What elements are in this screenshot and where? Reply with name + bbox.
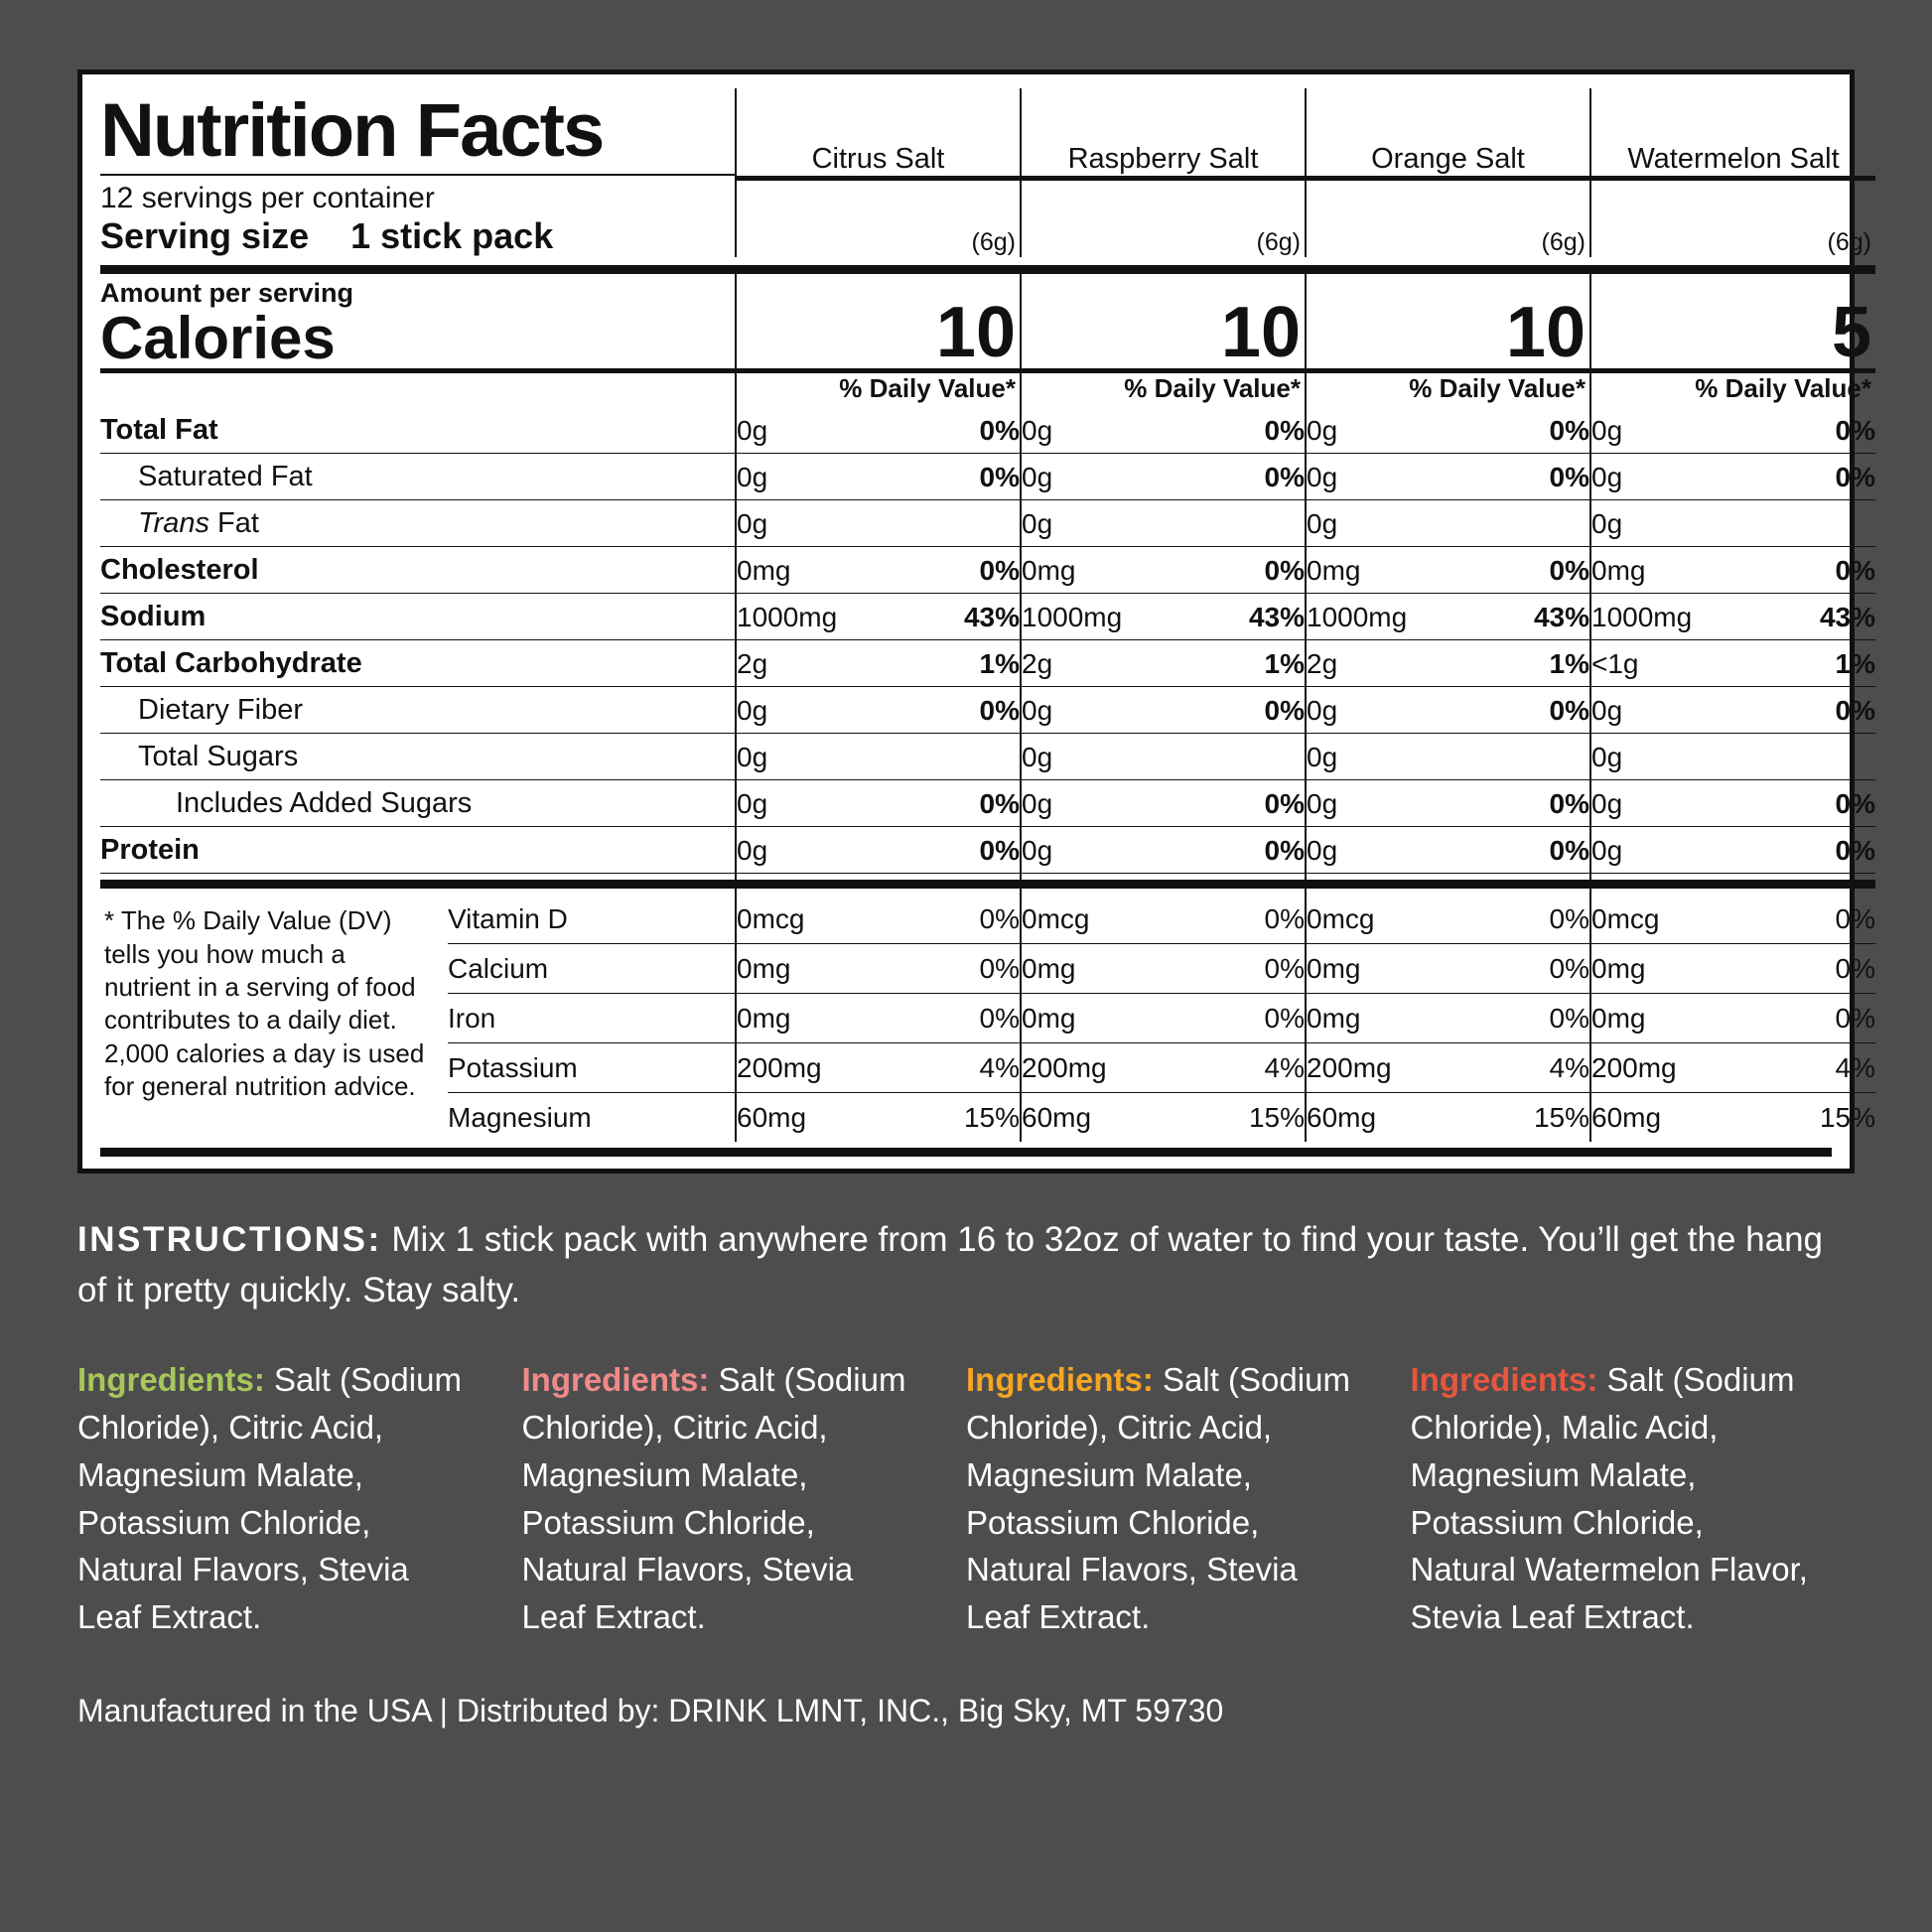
- nutrient-value-raspberry: [1022, 501, 1305, 546]
- vitamin-row: [448, 1043, 735, 1093]
- vitamin-amount: 60mg: [1022, 1102, 1092, 1134]
- vitamin-percent: 0%: [1835, 903, 1875, 935]
- nutrient-percent: 0%: [1264, 835, 1305, 867]
- nutrient-amount: 0g: [1307, 835, 1338, 867]
- nutrient-percent: 43%: [1819, 602, 1875, 633]
- nutrient-row: [100, 780, 1875, 827]
- calories-row: [100, 274, 1875, 371]
- nutrient-percent: 0%: [1549, 415, 1589, 447]
- nutrient-value-citrus: [737, 688, 1020, 733]
- vitamin-label: Iron: [448, 1003, 496, 1035]
- nutrient-percent: 0%: [1264, 695, 1305, 727]
- vitamin-amount: 60mg: [737, 1102, 807, 1134]
- nutrient-value-watermelon: [1591, 455, 1875, 499]
- dv-header-orange: % Daily Value*: [1409, 373, 1586, 404]
- nutrient-value-citrus: [737, 408, 1020, 453]
- vitamin-value-row: [737, 944, 1020, 994]
- vitamin-value-watermelon: [1591, 1043, 1875, 1092]
- flavor-header-raspberry: Raspberry Salt: [1021, 88, 1306, 178]
- nutrient-amount: 0g: [1591, 695, 1623, 727]
- vitamin-amount: 0mg: [1591, 1003, 1646, 1035]
- nutrient-row: [100, 687, 1875, 734]
- ingredients-text-watermelon: Salt (Sodium Chloride), Malic Acid, Magnesium Malate, Potassium Chloride, Natural Watermelon Flavor, Stevia Leaf Extract.: [1410, 1360, 1808, 1636]
- nutrient-amount: 0g: [1591, 835, 1623, 867]
- nutrient-percent: 0%: [1549, 462, 1589, 493]
- vitamin-value-watermelon: [1591, 1093, 1875, 1142]
- calories-orange: 10: [1505, 293, 1586, 373]
- vitamin-amount: 200mg: [737, 1052, 822, 1084]
- nutrient-row: [100, 594, 1875, 640]
- vitamin-value-row: [1307, 1093, 1589, 1143]
- nutrient-amount: 0g: [1307, 788, 1338, 820]
- flavor-header-orange: Orange Salt: [1306, 88, 1590, 178]
- nutrient-amount: 2g: [737, 648, 768, 680]
- vitamin-row: [448, 994, 735, 1043]
- nutrient-value-orange: [1307, 688, 1589, 733]
- nutrient-row: [100, 454, 1875, 500]
- vitamin-percent: 4%: [1549, 1052, 1589, 1084]
- calories-watermelon: 5: [1831, 293, 1871, 373]
- nutrient-amount: 1000mg: [1591, 602, 1693, 633]
- vitamin-row: [448, 1093, 735, 1143]
- vitamin-amount: 200mg: [1022, 1052, 1107, 1084]
- vitamin-row: [448, 944, 735, 994]
- nutrient-amount: <1g: [1591, 648, 1639, 680]
- flavor-header-watermelon: Watermelon Salt: [1590, 88, 1875, 178]
- dv-header-raspberry: % Daily Value*: [1124, 373, 1301, 404]
- nutrient-label: Protein: [100, 834, 200, 867]
- nutrient-percent: 43%: [963, 602, 1020, 633]
- vitamin-value-row: [1591, 895, 1875, 944]
- vitamin-amount: 0mg: [1022, 953, 1076, 985]
- vitamin-value-row: [737, 1093, 1020, 1143]
- daily-value-header-row: [100, 371, 1875, 408]
- calories-label: Calories: [100, 305, 336, 372]
- vitamin-value-row: [1591, 994, 1875, 1043]
- nutrient-value-orange: [1307, 548, 1589, 593]
- nutrient-value-raspberry: [1022, 828, 1305, 873]
- nutrient-row: [100, 640, 1875, 687]
- nutrient-percent: 0%: [1835, 788, 1875, 820]
- nutrient-percent: 0%: [1835, 695, 1875, 727]
- nutrient-value-raspberry: [1022, 408, 1305, 453]
- vitamin-value-citrus: [737, 1093, 1020, 1142]
- vitamin-amount: 0mg: [1591, 953, 1646, 985]
- vitamin-amount: 60mg: [1591, 1102, 1662, 1134]
- nutrient-percent: 0%: [1835, 415, 1875, 447]
- nutrient-percent: 0%: [979, 462, 1020, 493]
- nutrient-amount: 0g: [1591, 462, 1623, 493]
- nutrient-row: [100, 827, 1875, 874]
- nutrient-label: Includes Added Sugars: [176, 787, 473, 820]
- nutrient-value-citrus: [737, 828, 1020, 873]
- vitamin-percent: 4%: [1264, 1052, 1305, 1084]
- instructions-label: INSTRUCTIONS:: [77, 1220, 382, 1260]
- vitamin-value-row: [737, 994, 1020, 1043]
- dv-header-citrus: % Daily Value*: [839, 373, 1016, 404]
- vitamin-amount: 0mg: [737, 953, 791, 985]
- vitamin-value-row: [1307, 994, 1589, 1043]
- nutrition-facts-table: [100, 88, 1875, 1142]
- vitamin-percent: 15%: [1248, 1102, 1305, 1134]
- nutrient-amount: 0mg: [1022, 555, 1076, 587]
- nutrient-value-watermelon: [1591, 781, 1875, 826]
- manufacturer-footer: Manufactured in the USA | Distributed by: DRINK LMNT, INC., Big Sky, MT 59730: [77, 1693, 1224, 1729]
- vitamin-amount: 0mg: [1022, 1003, 1076, 1035]
- vitamin-amount: 0mg: [737, 1003, 791, 1035]
- nutrient-value-raspberry: [1022, 595, 1305, 639]
- vitamin-percent: 0%: [979, 903, 1020, 935]
- nutrient-value-citrus: [737, 781, 1020, 826]
- vitamin-amount: 0mcg: [1591, 903, 1660, 935]
- instructions-block: [77, 1215, 1845, 1316]
- page-title: Nutrition Facts: [100, 88, 604, 173]
- vitamin-percent: 0%: [1835, 1003, 1875, 1035]
- nutrient-amount: 2g: [1022, 648, 1053, 680]
- nutrient-amount: 0g: [1307, 508, 1338, 540]
- vitamin-value-row: [1022, 895, 1305, 944]
- vitamin-percent: 15%: [1533, 1102, 1589, 1134]
- vitamin-value-row: [1022, 944, 1305, 994]
- nutrient-amount: 0g: [1591, 415, 1623, 447]
- vitamin-value-orange: [1307, 1043, 1589, 1092]
- nutrient-value-watermelon: [1591, 828, 1875, 873]
- nutrient-percent: 1%: [979, 648, 1020, 680]
- ingredients-watermelon: [1411, 1356, 1856, 1641]
- vitamin-value-citrus: [737, 895, 1020, 943]
- nutrient-percent: 0%: [1549, 788, 1589, 820]
- vitamin-value-watermelon: [1591, 895, 1875, 943]
- nutrient-amount: 0mg: [737, 555, 791, 587]
- nutrient-value-raspberry: [1022, 781, 1305, 826]
- vitamin-amount: 0mcg: [1022, 903, 1090, 935]
- nutrient-value-orange: [1307, 501, 1589, 546]
- ingredients-label-citrus: Ingredients:: [77, 1360, 265, 1398]
- vitamin-percent: 0%: [1264, 1003, 1305, 1035]
- flavor-header-citrus: Citrus Salt: [736, 88, 1021, 178]
- ingredients-raspberry: [522, 1356, 967, 1641]
- vitamin-amount: 0mg: [1307, 1003, 1361, 1035]
- nutrient-percent: 0%: [1549, 555, 1589, 587]
- vitamin-amount: 0mcg: [737, 903, 805, 935]
- nutrient-percent: 0%: [1549, 695, 1589, 727]
- nutrient-label: Saturated Fat: [138, 461, 313, 493]
- nutrient-row: [100, 547, 1875, 594]
- nutrient-label: Total Carbohydrate: [100, 647, 362, 680]
- vitamin-percent: 0%: [1264, 953, 1305, 985]
- vitamin-value-raspberry: [1022, 1093, 1305, 1142]
- vitamin-value-orange: [1307, 994, 1589, 1042]
- vitamin-value-orange: [1307, 895, 1589, 943]
- nutrient-amount: 0g: [1022, 695, 1053, 727]
- vitamin-value-raspberry: [1022, 994, 1305, 1042]
- vitamin-value-row: [1022, 994, 1305, 1043]
- thick-divider-2: [100, 874, 1875, 890]
- servings-per-container: 12 servings per container: [100, 182, 435, 215]
- nutrient-value-raspberry: [1022, 548, 1305, 593]
- vitamin-value-row: [1591, 1093, 1875, 1143]
- vitamin-value-row: [1307, 944, 1589, 994]
- vitamin-percent: 0%: [979, 1003, 1020, 1035]
- vitamin-percent: 0%: [979, 953, 1020, 985]
- nutrient-amount: 0g: [737, 415, 768, 447]
- nutrient-amount: 0g: [1307, 742, 1338, 773]
- nutrient-value-watermelon: [1591, 595, 1875, 639]
- vitamin-value-row: [1307, 1043, 1589, 1093]
- nutrient-label: Sodium: [100, 601, 207, 633]
- nutrient-label: Dietary Fiber: [138, 694, 303, 727]
- nutrient-amount: 0g: [1307, 462, 1338, 493]
- nutrient-amount: 0g: [737, 462, 768, 493]
- vitamin-value-row: [1022, 1093, 1305, 1143]
- vitamin-value-row: [737, 895, 1020, 944]
- nutrient-amount: 0g: [1591, 788, 1623, 820]
- nutrient-value-watermelon: [1591, 408, 1875, 453]
- nutrient-value-watermelon: [1591, 641, 1875, 686]
- vitamin-value-citrus: [737, 1043, 1020, 1092]
- ingredients-citrus: [77, 1356, 522, 1641]
- nutrient-value-watermelon: [1591, 688, 1875, 733]
- vitamin-value-row: [1591, 1043, 1875, 1093]
- nutrient-amount: 0g: [1022, 788, 1053, 820]
- ingredients-text-raspberry: Salt (Sodium Chloride), Citric Acid, Magnesium Malate, Potassium Chloride, Natural Flavors, Stevia Leaf Extract.: [521, 1360, 906, 1636]
- nutrient-value-citrus: [737, 501, 1020, 546]
- vitamin-percent: 0%: [1549, 1003, 1589, 1035]
- vitamin-label: Calcium: [448, 953, 549, 985]
- vitamin-value-raspberry: [1022, 944, 1305, 993]
- serving-size-row: [100, 215, 735, 257]
- nutrient-amount: 1000mg: [737, 602, 838, 633]
- nutrient-amount: 0g: [737, 788, 768, 820]
- nutrient-percent: 43%: [1248, 602, 1305, 633]
- nutrient-value-orange: [1307, 781, 1589, 826]
- vitamin-percent: 4%: [979, 1052, 1020, 1084]
- nutrient-percent: 43%: [1533, 602, 1589, 633]
- nutrient-value-citrus: [737, 548, 1020, 593]
- nutrient-amount: 0g: [737, 742, 768, 773]
- nutrient-percent: 0%: [1835, 555, 1875, 587]
- calories-raspberry: 10: [1220, 293, 1301, 373]
- vitamin-label: Magnesium: [448, 1102, 592, 1134]
- nutrient-value-watermelon: [1591, 735, 1875, 779]
- ingredients-row: [77, 1356, 1855, 1641]
- nutrient-value-watermelon: [1591, 548, 1875, 593]
- nutrient-value-orange: [1307, 828, 1589, 873]
- vitamin-value-orange: [1307, 944, 1589, 993]
- amount-per-serving-label: Amount per serving: [100, 278, 354, 309]
- grams-raspberry: (6g): [1256, 228, 1301, 257]
- dv-header-watermelon: % Daily Value*: [1695, 373, 1871, 404]
- vitamin-amount: 60mg: [1307, 1102, 1377, 1134]
- serving-size-label: Serving size: [100, 215, 310, 257]
- nutrient-amount: 0mg: [1591, 555, 1646, 587]
- instructions-text: Mix 1 stick pack with anywhere from 16 to 32oz of water to find your taste. You’ll get the hang of it pretty quickly. Stay salty.: [77, 1220, 1824, 1311]
- vitamin-value-orange: [1307, 1093, 1589, 1142]
- vitamin-percent: 0%: [1835, 953, 1875, 985]
- ingredients-label-raspberry: Ingredients:: [521, 1360, 710, 1398]
- nutrient-value-citrus: [737, 455, 1020, 499]
- vitamin-value-row: [1022, 1043, 1305, 1093]
- vitamin-values-watermelon: [1591, 895, 1875, 1142]
- nutrient-label: Cholesterol: [100, 554, 259, 587]
- nutrient-amount: 0g: [1022, 835, 1053, 867]
- daily-value-footnote: * The % Daily Value (DV) tells you how much a nutrient in a serving of food contributes to a daily diet. 2,000 calories a day is used for general nutrition advice.: [104, 905, 425, 1101]
- nutrient-percent: 1%: [1264, 648, 1305, 680]
- nutrient-row: [100, 734, 1875, 780]
- vitamin-value-row: [1591, 944, 1875, 994]
- vitamin-value-row: [737, 1043, 1020, 1093]
- nutrient-value-orange: [1307, 455, 1589, 499]
- nutrient-percent: 0%: [979, 695, 1020, 727]
- nutrient-label: Total Fat: [100, 414, 218, 447]
- vitamin-values-raspberry: [1022, 895, 1305, 1142]
- vitamin-amount: 0mcg: [1307, 903, 1375, 935]
- ingredients-label-watermelon: Ingredients:: [1410, 1360, 1598, 1398]
- nutrient-value-citrus: [737, 735, 1020, 779]
- vitamin-value-row: [1307, 895, 1589, 944]
- vitamin-percent: 0%: [1264, 903, 1305, 935]
- ingredients-text-orange: Salt (Sodium Chloride), Citric Acid, Magnesium Malate, Potassium Chloride, Natural Flavors, Stevia Leaf Extract.: [966, 1360, 1350, 1636]
- vitamin-amount: 200mg: [1307, 1052, 1392, 1084]
- grams-citrus: (6g): [971, 228, 1016, 257]
- nutrient-percent: 0%: [1264, 555, 1305, 587]
- vitamin-values-citrus: [737, 895, 1020, 1142]
- nutrient-value-raspberry: [1022, 735, 1305, 779]
- nutrient-amount: 0g: [737, 508, 768, 540]
- nutrient-amount: 0g: [1022, 508, 1053, 540]
- vitamin-percent: 15%: [963, 1102, 1020, 1134]
- nutrient-amount: 0g: [737, 835, 768, 867]
- nutrient-percent: 0%: [979, 835, 1020, 867]
- nutrient-amount: 0g: [1307, 415, 1338, 447]
- nutrient-value-raspberry: [1022, 688, 1305, 733]
- vitamin-amount: 200mg: [1591, 1052, 1677, 1084]
- nutrient-amount: 0g: [1022, 415, 1053, 447]
- vitamin-value-watermelon: [1591, 944, 1875, 993]
- nutrient-percent: 0%: [1264, 788, 1305, 820]
- nutrient-percent: 0%: [1835, 835, 1875, 867]
- vitamin-label: Potassium: [448, 1052, 578, 1084]
- nutrient-amount: 2g: [1307, 648, 1338, 680]
- nutrient-percent: 0%: [1549, 835, 1589, 867]
- nutrient-value-orange: [1307, 641, 1589, 686]
- vitamin-percent: 4%: [1835, 1052, 1875, 1084]
- grams-orange: (6g): [1541, 228, 1586, 257]
- nutrient-value-watermelon: [1591, 501, 1875, 546]
- nutrient-value-citrus: [737, 641, 1020, 686]
- nutrient-percent: 0%: [1264, 462, 1305, 493]
- nutrient-value-citrus: [737, 595, 1020, 639]
- nutrient-percent: 0%: [979, 788, 1020, 820]
- nutrient-value-raspberry: [1022, 641, 1305, 686]
- nutrient-amount: 1000mg: [1022, 602, 1123, 633]
- vitamin-row: [448, 895, 735, 944]
- vitamin-value-watermelon: [1591, 994, 1875, 1042]
- nutrient-row: [100, 407, 1875, 454]
- nutrient-percent: 0%: [979, 555, 1020, 587]
- nutrient-value-orange: [1307, 735, 1589, 779]
- vitamin-amount: 0mg: [1307, 953, 1361, 985]
- vitamin-percent: 0%: [1549, 953, 1589, 985]
- nutrient-label: Trans Fat: [138, 507, 259, 540]
- nutrient-value-raspberry: [1022, 455, 1305, 499]
- nutrient-amount: 0g: [1591, 508, 1623, 540]
- ingredients-text-citrus: Salt (Sodium Chloride), Citric Acid, Magnesium Malate, Potassium Chloride, Natural Flavors, Stevia Leaf Extract.: [77, 1360, 462, 1636]
- vitamin-value-raspberry: [1022, 1043, 1305, 1092]
- vitamin-value-raspberry: [1022, 895, 1305, 943]
- nutrient-percent: 0%: [1264, 415, 1305, 447]
- grams-watermelon: (6g): [1827, 228, 1871, 257]
- nutrient-amount: 0mg: [1307, 555, 1361, 587]
- vitamin-percent: 15%: [1819, 1102, 1875, 1134]
- calories-citrus: 10: [935, 293, 1016, 373]
- nutrient-label: Total Sugars: [138, 741, 299, 773]
- ingredients-orange: [966, 1356, 1411, 1641]
- nutrient-row: [100, 500, 1875, 547]
- nutrient-amount: 0g: [1307, 695, 1338, 727]
- nutrient-amount: 0g: [1591, 742, 1623, 773]
- serving-size-value: 1 stick pack: [350, 215, 554, 257]
- nutrient-value-orange: [1307, 595, 1589, 639]
- nutrient-amount: 0g: [1022, 462, 1053, 493]
- thick-divider-1: [100, 257, 1875, 274]
- nutrient-percent: 0%: [1835, 462, 1875, 493]
- nutrient-percent: 0%: [979, 415, 1020, 447]
- vitamins-section-row: [100, 889, 1875, 1142]
- nutrition-facts-panel: [77, 69, 1875, 1173]
- vitamin-values-orange: [1307, 895, 1589, 1142]
- nutrient-amount: 1000mg: [1307, 602, 1408, 633]
- nutrient-percent: 1%: [1835, 648, 1875, 680]
- vitamin-value-citrus: [737, 994, 1020, 1042]
- nutrient-amount: 0g: [737, 695, 768, 727]
- vitamin-percent: 0%: [1549, 903, 1589, 935]
- nutrient-amount: 0g: [1022, 742, 1053, 773]
- vitamin-value-citrus: [737, 944, 1020, 993]
- vitamin-label: Vitamin D: [448, 903, 568, 935]
- flavor-header-row: [100, 88, 1875, 178]
- nutrient-percent: 1%: [1549, 648, 1589, 680]
- nutrient-value-orange: [1307, 408, 1589, 453]
- ingredients-label-orange: Ingredients:: [966, 1360, 1154, 1398]
